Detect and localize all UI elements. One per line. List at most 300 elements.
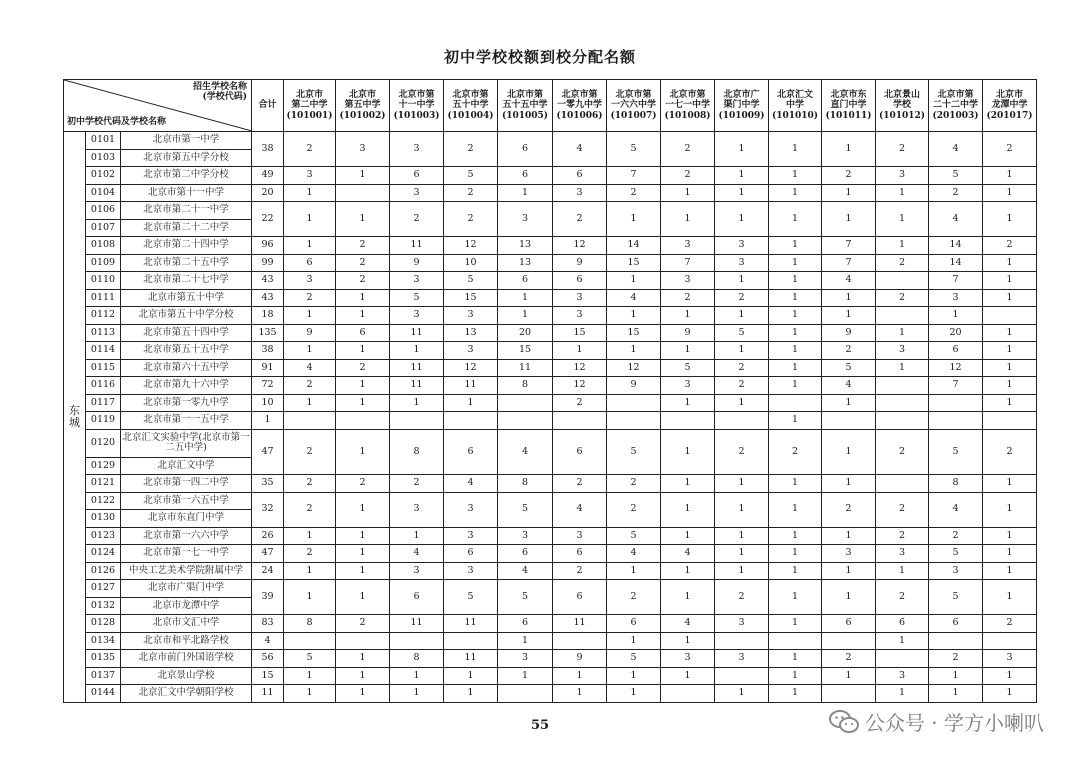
quota-cell: 3 xyxy=(390,307,444,325)
quota-cell: 1 xyxy=(607,562,661,580)
quota-cell: 1 xyxy=(876,237,929,255)
quota-cell: 1 xyxy=(769,650,822,668)
total-cell: 72 xyxy=(252,377,284,395)
quota-cell xyxy=(876,650,929,668)
school-code-label: (101010) xyxy=(771,110,819,121)
school-name-cell: 北京市第二十七中学 xyxy=(121,272,252,290)
quota-cell: 2 xyxy=(876,527,929,545)
quota-cell: 3 xyxy=(284,167,336,185)
quota-cell: 3 xyxy=(498,650,553,668)
school-code-cell: 0129 xyxy=(86,457,121,475)
quota-cell: 1 xyxy=(822,202,876,237)
school-code-label: (201017) xyxy=(986,110,1033,121)
quota-cell: 3 xyxy=(929,289,983,307)
quota-cell: 1 xyxy=(336,580,390,615)
total-cell: 49 xyxy=(252,167,284,185)
table-row xyxy=(64,615,1037,633)
quota-table xyxy=(63,79,1037,703)
quota-cell: 2 xyxy=(715,580,769,615)
total-cell: 10 xyxy=(252,394,284,412)
quota-cell: 1 xyxy=(715,492,769,527)
quota-cell: 1 xyxy=(284,202,336,237)
quota-cell: 1 xyxy=(715,184,769,202)
quota-cell: 1 xyxy=(715,307,769,325)
school-name-cell: 北京市第二十五中学 xyxy=(121,254,252,272)
quota-cell: 1 xyxy=(769,377,822,395)
quota-cell: 3 xyxy=(390,184,444,202)
quota-cell: 1 xyxy=(661,342,715,360)
quota-cell: 3 xyxy=(444,307,498,325)
quota-cell: 3 xyxy=(715,615,769,633)
school-name-label: 五十五中学 xyxy=(502,100,548,111)
quota-cell: 9 xyxy=(390,254,444,272)
wechat-icon xyxy=(829,709,859,735)
quota-cell xyxy=(553,632,607,650)
school-code-cell: 0104 xyxy=(86,184,121,202)
quota-cell: 2 xyxy=(336,475,390,493)
quota-cell: 1 xyxy=(661,307,715,325)
school-name-label: 二十二中学 xyxy=(933,100,979,111)
school-name-cell: 北京市第六十五中学 xyxy=(121,359,252,377)
quota-cell: 1 xyxy=(769,615,822,633)
school-code-label: (201003) xyxy=(932,110,979,121)
quota-cell: 14 xyxy=(929,254,983,272)
quota-cell: 9 xyxy=(607,377,661,395)
school-name-label: 一六六中学 xyxy=(611,100,657,111)
quota-cell: 4 xyxy=(607,289,661,307)
quota-cell: 1 xyxy=(390,527,444,545)
watermark-text: 公众号 · 学方小喇叭 xyxy=(864,711,1044,735)
quota-cell: 1 xyxy=(715,545,769,563)
quota-cell: 1 xyxy=(769,202,822,237)
quota-cell: 2 xyxy=(929,650,983,668)
school-name-cell: 北京市第二十一中学 xyxy=(121,202,252,220)
quota-cell: 6 xyxy=(607,615,661,633)
quota-cell: 1 xyxy=(284,667,336,685)
quota-cell xyxy=(983,307,1037,325)
quota-cell: 2 xyxy=(876,289,929,307)
quota-cell: 1 xyxy=(983,324,1037,342)
quota-cell: 2 xyxy=(929,184,983,202)
quota-cell: 6 xyxy=(498,167,553,185)
table-row xyxy=(64,527,1037,545)
quota-cell: 6 xyxy=(553,580,607,615)
quota-cell: 7 xyxy=(929,272,983,290)
quota-cell: 2 xyxy=(607,475,661,493)
school-column-header xyxy=(822,80,876,132)
quota-cell: 8 xyxy=(498,377,553,395)
quota-cell: 11 xyxy=(444,650,498,668)
quota-cell: 1 xyxy=(498,632,553,650)
table-row xyxy=(64,307,1037,325)
quota-cell: 1 xyxy=(769,492,822,527)
quota-cell: 1 xyxy=(769,324,822,342)
table-row xyxy=(64,272,1037,290)
quota-cell: 1 xyxy=(498,184,553,202)
quota-cell: 4 xyxy=(284,359,336,377)
diagonal-header-cell xyxy=(64,80,252,132)
quota-cell xyxy=(715,667,769,685)
quota-cell: 8 xyxy=(390,429,444,475)
quota-cell: 5 xyxy=(284,650,336,668)
quota-cell: 11 xyxy=(498,359,553,377)
quota-cell: 2 xyxy=(822,492,876,527)
school-code-label: (101001) xyxy=(286,110,333,121)
quota-cell: 1 xyxy=(336,562,390,580)
quota-cell: 4 xyxy=(444,475,498,493)
quota-cell: 3 xyxy=(553,527,607,545)
school-name-cell: 北京市第五十中学 xyxy=(121,289,252,307)
quota-cell: 13 xyxy=(444,324,498,342)
quota-cell xyxy=(553,412,607,430)
quota-cell: 6 xyxy=(553,429,607,475)
quota-cell: 3 xyxy=(444,492,498,527)
quota-cell xyxy=(444,412,498,430)
quota-cell: 1 xyxy=(390,342,444,360)
quota-cell: 3 xyxy=(553,307,607,325)
quota-cell: 5 xyxy=(929,167,983,185)
quota-cell: 1 xyxy=(661,475,715,493)
quota-cell: 1 xyxy=(983,272,1037,290)
school-name-cell: 北京市第一一五中学 xyxy=(121,412,252,430)
quota-cell: 11 xyxy=(553,615,607,633)
total-cell: 43 xyxy=(252,289,284,307)
quota-cell: 15 xyxy=(444,289,498,307)
quota-cell: 2 xyxy=(284,132,336,167)
quota-cell: 4 xyxy=(929,492,983,527)
school-name-label: 北京市第 xyxy=(561,89,598,100)
school-code-label: (101007) xyxy=(610,110,657,121)
table-row xyxy=(64,475,1037,493)
school-code-label: (101006) xyxy=(556,110,603,121)
quota-cell: 1 xyxy=(769,562,822,580)
school-code-cell: 0109 xyxy=(86,254,121,272)
school-name-label: 一七一中学 xyxy=(665,100,711,111)
quota-cell: 6 xyxy=(498,132,553,167)
school-column-header xyxy=(769,80,822,132)
school-column-header xyxy=(284,80,336,132)
school-code-cell: 0123 xyxy=(86,527,121,545)
school-code-cell: 0127 xyxy=(86,580,121,598)
total-cell: 47 xyxy=(252,429,284,475)
quota-cell xyxy=(822,685,876,703)
table-row xyxy=(64,580,1037,598)
school-code-cell: 0106 xyxy=(86,202,121,220)
quota-cell: 12 xyxy=(553,359,607,377)
quota-cell: 1 xyxy=(983,289,1037,307)
quota-cell: 1 xyxy=(983,685,1037,703)
quota-cell: 3 xyxy=(444,527,498,545)
quota-cell xyxy=(769,632,822,650)
quota-cell: 2 xyxy=(769,429,822,475)
quota-cell xyxy=(607,412,661,430)
quota-cell: 15 xyxy=(607,254,661,272)
table-row xyxy=(64,342,1037,360)
school-column-header xyxy=(336,80,390,132)
table-row xyxy=(64,562,1037,580)
total-cell: 18 xyxy=(252,307,284,325)
quota-cell xyxy=(822,632,876,650)
quota-cell: 9 xyxy=(553,650,607,668)
quota-cell: 9 xyxy=(661,324,715,342)
school-column-header xyxy=(553,80,607,132)
school-name-label: 北京市第 xyxy=(615,89,652,100)
school-name-cell: 北京市第一六六中学 xyxy=(121,527,252,545)
quota-cell: 1 xyxy=(498,289,553,307)
quota-cell xyxy=(876,377,929,395)
school-code-cell: 0112 xyxy=(86,307,121,325)
school-name-label: 北京市第 xyxy=(669,89,706,100)
table-row xyxy=(64,545,1037,563)
quota-cell: 1 xyxy=(983,377,1037,395)
school-name-cell: 北京市龙潭中学 xyxy=(121,597,252,615)
quota-cell: 1 xyxy=(607,307,661,325)
quota-cell xyxy=(715,632,769,650)
quota-cell: 6 xyxy=(498,615,553,633)
table-row xyxy=(64,650,1037,668)
total-cell: 135 xyxy=(252,324,284,342)
quota-cell: 1 xyxy=(336,167,390,185)
school-name-cell: 北京市第九十六中学 xyxy=(121,377,252,395)
quota-cell: 1 xyxy=(822,580,876,615)
quota-cell: 1 xyxy=(876,184,929,202)
quota-cell: 3 xyxy=(553,184,607,202)
quota-cell: 5 xyxy=(607,429,661,475)
quota-cell: 4 xyxy=(661,545,715,563)
admitting-school-label xyxy=(193,83,247,103)
quota-cell: 3 xyxy=(390,272,444,290)
quota-cell: 11 xyxy=(390,324,444,342)
school-name-label: 直门中学 xyxy=(830,100,867,111)
quota-cell xyxy=(336,632,390,650)
quota-cell: 1 xyxy=(983,545,1037,563)
quota-cell: 1 xyxy=(284,184,336,202)
school-column-header xyxy=(390,80,444,132)
quota-cell: 1 xyxy=(769,412,822,430)
school-name-cell: 北京市广渠门中学 xyxy=(121,580,252,598)
school-code-cell: 0135 xyxy=(86,650,121,668)
quota-cell: 1 xyxy=(661,632,715,650)
quota-cell xyxy=(284,632,336,650)
quota-cell: 1 xyxy=(822,394,876,412)
table-row xyxy=(64,237,1037,255)
total-cell: 43 xyxy=(252,272,284,290)
school-code-cell: 0115 xyxy=(86,359,121,377)
quota-cell: 2 xyxy=(444,184,498,202)
quota-cell: 2 xyxy=(983,615,1037,633)
school-code-cell: 0107 xyxy=(86,219,121,237)
quota-cell: 2 xyxy=(336,272,390,290)
quota-cell: 1 xyxy=(444,667,498,685)
quota-cell: 7 xyxy=(607,167,661,185)
table-row xyxy=(64,359,1037,377)
school-code-label: (101012) xyxy=(878,110,926,121)
quota-cell: 1 xyxy=(336,307,390,325)
quota-cell xyxy=(498,412,553,430)
school-name-label: 北京市第 xyxy=(452,89,489,100)
quota-cell: 1 xyxy=(607,685,661,703)
quota-cell: 2 xyxy=(607,492,661,527)
quota-cell: 3 xyxy=(444,562,498,580)
quota-cell: 2 xyxy=(876,429,929,475)
quota-cell xyxy=(390,632,444,650)
quota-cell: 1 xyxy=(715,475,769,493)
quota-cell: 5 xyxy=(498,580,553,615)
quota-cell xyxy=(929,394,983,412)
quota-cell: 1 xyxy=(822,289,876,307)
quota-cell: 3 xyxy=(661,272,715,290)
quota-cell: 3 xyxy=(983,650,1037,668)
quota-cell: 6 xyxy=(284,254,336,272)
quota-cell xyxy=(661,412,715,430)
total-cell: 24 xyxy=(252,562,284,580)
quota-cell: 5 xyxy=(929,545,983,563)
total-cell: 91 xyxy=(252,359,284,377)
quota-cell: 1 xyxy=(607,272,661,290)
quota-cell: 6 xyxy=(498,545,553,563)
quota-cell: 2 xyxy=(336,237,390,255)
quota-cell: 3 xyxy=(876,667,929,685)
quota-cell xyxy=(336,412,390,430)
school-name-cell: 北京汇文中学 xyxy=(121,457,252,475)
quota-cell: 3 xyxy=(715,254,769,272)
school-name-label: 北京市第 xyxy=(507,89,544,100)
quota-cell xyxy=(983,412,1037,430)
quota-cell xyxy=(498,394,553,412)
quota-cell: 11 xyxy=(444,615,498,633)
quota-cell: 1 xyxy=(284,342,336,360)
quota-cell: 12 xyxy=(444,359,498,377)
quota-cell: 1 xyxy=(284,685,336,703)
quota-cell: 3 xyxy=(822,545,876,563)
school-code-cell: 0132 xyxy=(86,597,121,615)
quota-cell: 4 xyxy=(661,615,715,633)
quota-cell: 1 xyxy=(769,272,822,290)
school-code-cell: 0111 xyxy=(86,289,121,307)
quota-cell: 1 xyxy=(876,632,929,650)
quota-cell xyxy=(715,412,769,430)
school-name-label: 北京市广 xyxy=(723,89,760,100)
quota-cell: 6 xyxy=(390,167,444,185)
school-code-cell: 0101 xyxy=(86,132,121,150)
quota-cell: 1 xyxy=(336,545,390,563)
school-column-header xyxy=(661,80,715,132)
school-name-label: 北京市 xyxy=(296,89,324,100)
admitting-school-name-label: 招生学校名称 xyxy=(193,82,248,92)
quota-cell: 1 xyxy=(336,289,390,307)
quota-cell: 1 xyxy=(336,342,390,360)
quota-cell: 3 xyxy=(876,545,929,563)
quota-cell: 10 xyxy=(444,254,498,272)
quota-cell: 1 xyxy=(661,492,715,527)
school-code-cell: 0144 xyxy=(86,685,121,703)
school-name-cell: 北京市和平北路学校 xyxy=(121,632,252,650)
table-row xyxy=(64,324,1037,342)
school-code-label: (101008) xyxy=(664,110,711,121)
table-row xyxy=(64,492,1037,510)
quota-cell xyxy=(769,394,822,412)
quota-cell: 1 xyxy=(390,685,444,703)
school-name-label: 第五中学 xyxy=(344,100,381,111)
school-name-cell: 北京市第一中学 xyxy=(121,132,252,150)
quota-cell: 6 xyxy=(444,545,498,563)
quota-cell: 2 xyxy=(929,527,983,545)
school-name-label: 中学 xyxy=(786,100,805,111)
quota-cell: 1 xyxy=(769,580,822,615)
table-row xyxy=(64,202,1037,220)
total-cell: 47 xyxy=(252,545,284,563)
quota-cell: 1 xyxy=(983,342,1037,360)
school-name-cell: 北京市第五十五中学 xyxy=(121,342,252,360)
quota-cell: 1 xyxy=(607,632,661,650)
quota-cell: 8 xyxy=(929,475,983,493)
quota-cell: 5 xyxy=(607,527,661,545)
quota-cell: 11 xyxy=(390,377,444,395)
quota-cell: 15 xyxy=(607,324,661,342)
school-code-cell: 0117 xyxy=(86,394,121,412)
table-row xyxy=(64,667,1037,685)
quota-cell: 6 xyxy=(929,342,983,360)
total-cell: 26 xyxy=(252,527,284,545)
quota-cell: 1 xyxy=(769,342,822,360)
quota-cell: 1 xyxy=(336,394,390,412)
quota-cell: 2 xyxy=(390,475,444,493)
quota-cell: 2 xyxy=(715,377,769,395)
quota-cell: 5 xyxy=(390,289,444,307)
quota-cell: 1 xyxy=(929,307,983,325)
school-name-label: 第二中学 xyxy=(291,100,328,111)
quota-cell: 1 xyxy=(769,184,822,202)
quota-cell: 2 xyxy=(607,184,661,202)
quota-cell: 1 xyxy=(336,685,390,703)
quota-cell xyxy=(876,412,929,430)
quota-cell: 2 xyxy=(661,132,715,167)
table-row xyxy=(64,685,1037,703)
school-name-label: 渠门中学 xyxy=(723,100,760,111)
quota-cell: 1 xyxy=(607,667,661,685)
school-column-header xyxy=(607,80,661,132)
quota-cell: 1 xyxy=(715,272,769,290)
quota-cell: 1 xyxy=(822,132,876,167)
quota-cell: 3 xyxy=(661,237,715,255)
quota-cell: 11 xyxy=(390,237,444,255)
school-name-cell: 北京市第一七一中学 xyxy=(121,545,252,563)
quota-cell: 1 xyxy=(661,184,715,202)
school-name-cell: 北京市第一六五中学 xyxy=(121,492,252,510)
quota-cell: 2 xyxy=(553,394,607,412)
quota-cell xyxy=(822,412,876,430)
school-name-cell: 北京市第五十四中学 xyxy=(121,324,252,342)
quota-cell: 3 xyxy=(336,132,390,167)
table-row xyxy=(64,254,1037,272)
school-name-cell: 北京市第十一中学 xyxy=(121,184,252,202)
total-cell: 83 xyxy=(252,615,284,633)
quota-cell: 6 xyxy=(553,272,607,290)
quota-cell: 1 xyxy=(983,184,1037,202)
total-cell: 35 xyxy=(252,475,284,493)
quota-cell: 1 xyxy=(715,167,769,185)
total-cell: 32 xyxy=(252,492,284,527)
quota-cell: 6 xyxy=(553,545,607,563)
watermark xyxy=(829,707,1044,736)
school-code-cell: 0134 xyxy=(86,632,121,650)
quota-cell: 4 xyxy=(553,132,607,167)
school-code-cell: 0121 xyxy=(86,475,121,493)
quota-cell xyxy=(876,475,929,493)
quota-cell: 4 xyxy=(390,545,444,563)
school-name-label: 北京市第 xyxy=(937,89,974,100)
quota-cell: 1 xyxy=(336,650,390,668)
